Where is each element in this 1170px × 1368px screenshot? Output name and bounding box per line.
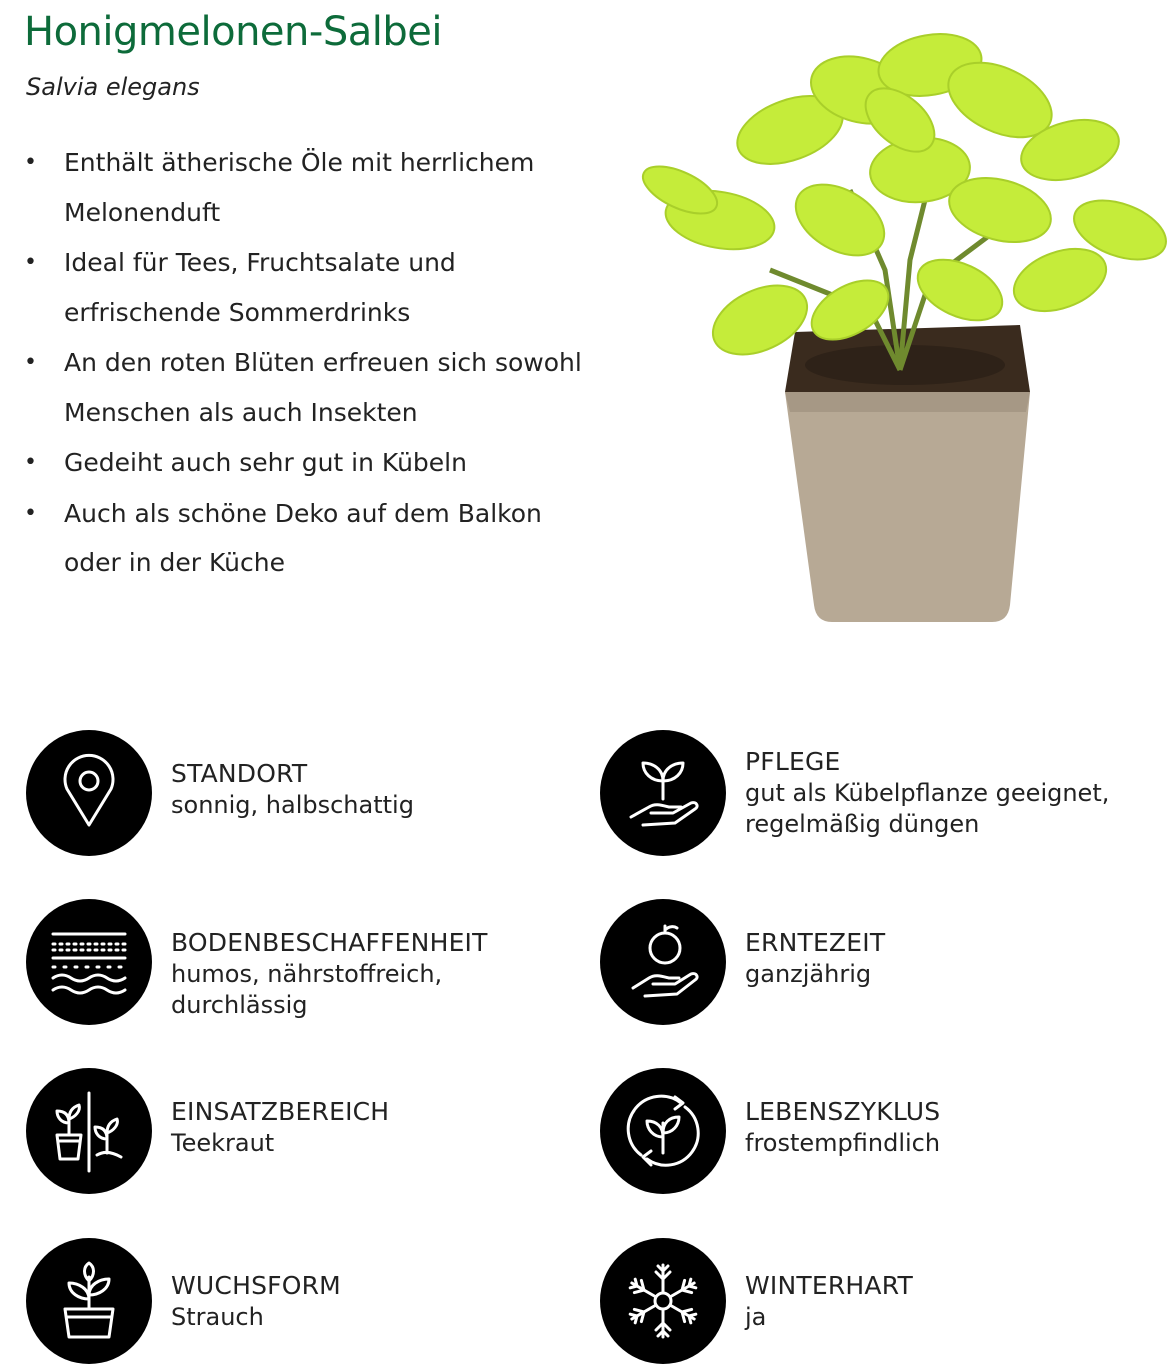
feature-label: LEBENSZYKLUS — [745, 1097, 941, 1126]
feature-value: humos, nährstoffreich, durchlässig — [171, 960, 443, 1019]
product-subtitle: Salvia elegans — [26, 73, 200, 101]
feature-erntezeit — [600, 899, 1160, 1029]
feature-label: ERNTEZEIT — [745, 928, 886, 957]
bullet-dot: • — [24, 500, 37, 526]
feature-winterhart — [600, 1238, 1160, 1368]
bullet-item — [24, 138, 584, 237]
soil-layers-icon — [26, 899, 152, 1025]
bullet-text: Ideal für Tees, Fruchtsalate und erfrischende Sommerdrinks — [64, 248, 456, 327]
bullet-item — [24, 489, 584, 588]
bullet-dot: • — [24, 250, 37, 275]
feature-value: ganzjährig — [745, 960, 872, 988]
feature-value: sonnig, halbschattig — [171, 791, 414, 819]
feature-label: WUCHSFORM — [171, 1271, 341, 1300]
feature-standort — [26, 730, 586, 860]
bullet-item — [24, 438, 584, 488]
feature-wuchsform — [26, 1238, 586, 1368]
feature-value: Teekraut — [171, 1129, 275, 1157]
plant-cycle-icon — [600, 1068, 726, 1194]
bullet-item — [24, 338, 584, 437]
bullet-dot: • — [24, 450, 37, 475]
feature-label: WINTERHART — [745, 1271, 913, 1300]
product-title: Honigmelonen-Salbei — [24, 9, 442, 55]
hand-apple-icon — [600, 899, 726, 1025]
feature-label: PFLEGE — [745, 747, 841, 776]
potted-plant-image — [600, 20, 1170, 640]
pot-and-ground-plant-icon — [26, 1068, 152, 1194]
feature-value: Strauch — [171, 1303, 264, 1331]
feature-bullet-list — [24, 138, 584, 589]
bullet-dot: • — [24, 350, 37, 375]
feature-bodenbeschaffenheit — [26, 899, 586, 1029]
hand-seedling-icon — [600, 730, 726, 856]
bullet-text: An den roten Blüten erfreuen sich sowohl Menschen als auch Insekten — [64, 348, 582, 427]
feature-label: STANDORT — [171, 759, 308, 788]
feature-einsatzbereich — [26, 1068, 586, 1198]
feature-lebenszyklus — [600, 1068, 1160, 1198]
feature-label: EINSATZBEREICH — [171, 1097, 390, 1126]
bullet-dot: • — [24, 150, 37, 175]
potted-plant-icon — [26, 1238, 152, 1364]
feature-pflege — [600, 730, 1160, 860]
bullet-text: Enthält ätherische Öle mit herrlichem Melonenduft — [64, 148, 535, 227]
feature-value: gut als Kübelpflanze geeignet, regelmäßig düngen — [745, 779, 1110, 838]
snowflake-icon — [600, 1238, 726, 1364]
feature-value: frostempfindlich — [745, 1129, 941, 1157]
feature-value: ja — [745, 1303, 767, 1331]
bullet-item — [24, 238, 584, 337]
bullet-text: Auch als schöne Deko auf dem Balkon oder in der Küche — [64, 498, 542, 577]
feature-label: BODENBESCHAFFENHEIT — [171, 928, 488, 957]
location-pin-icon — [26, 730, 152, 856]
bullet-text: Gedeiht auch sehr gut in Kübeln — [64, 448, 467, 477]
